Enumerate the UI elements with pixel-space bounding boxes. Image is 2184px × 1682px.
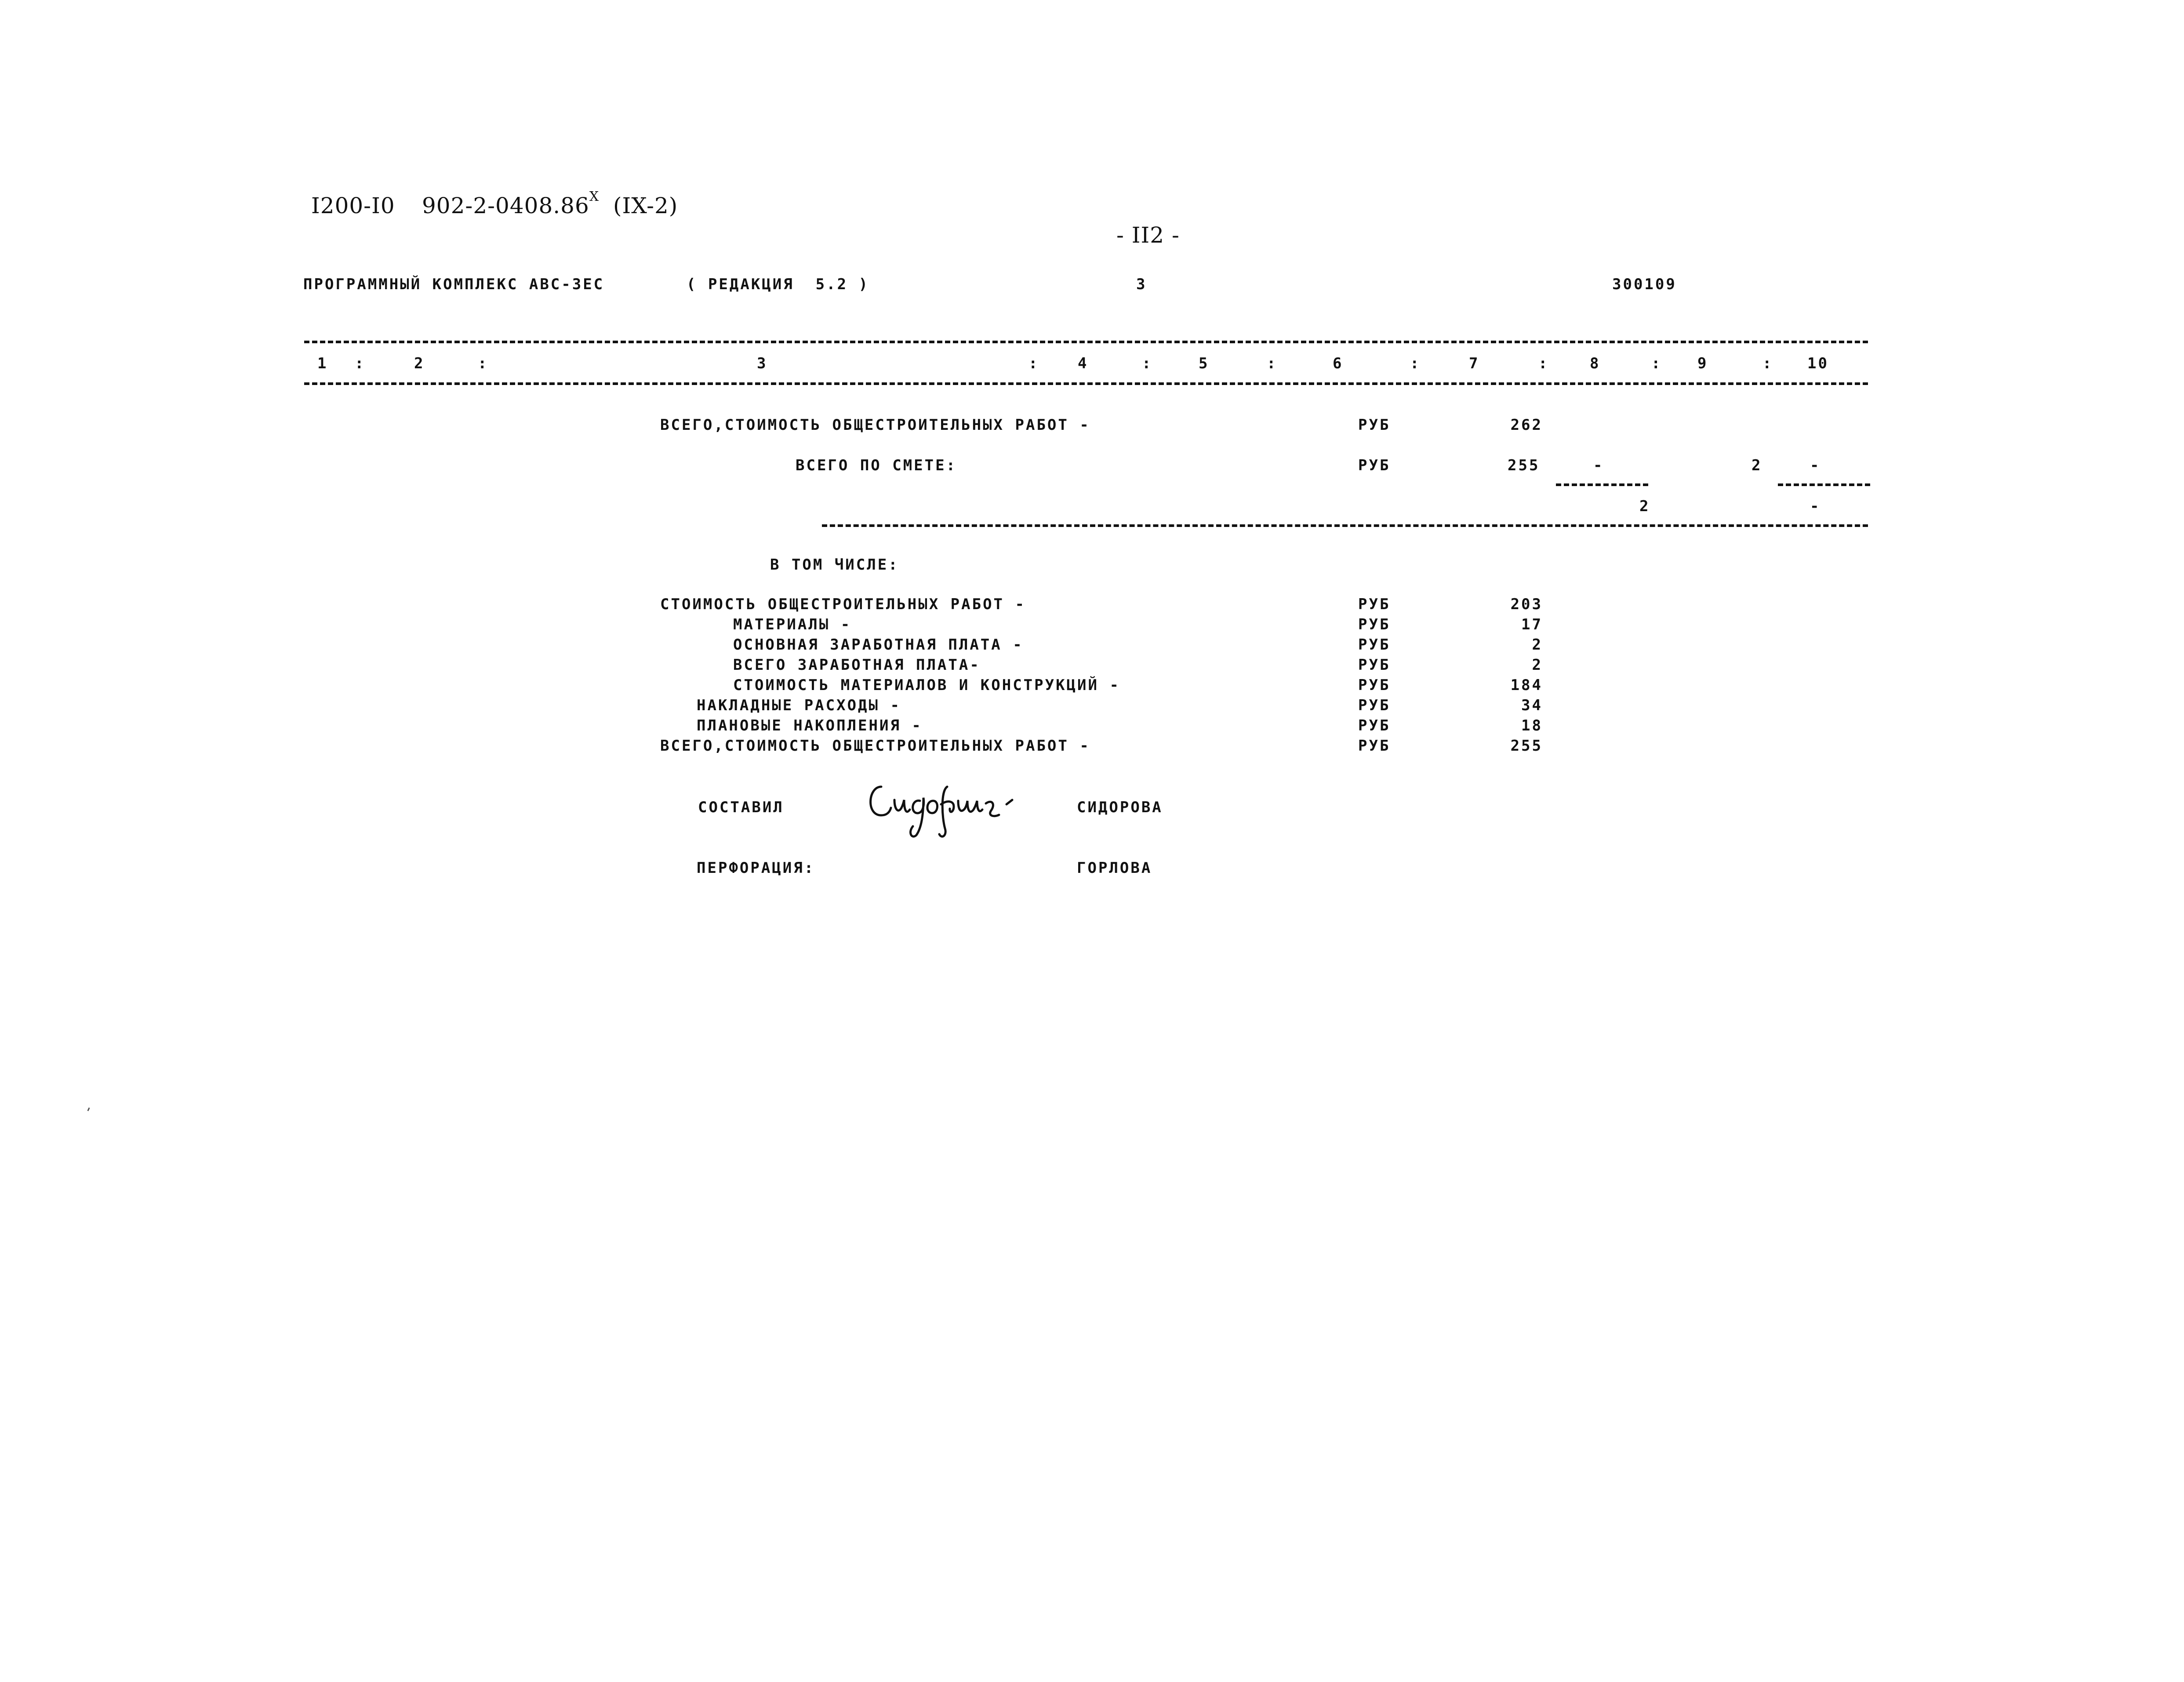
total-row-1-value: 262 [1510, 416, 1543, 434]
stamp-code-2-sup: X [589, 189, 600, 204]
including-row-1-unit: РУБ [1358, 596, 1391, 613]
total-row-2-col8: - [1593, 457, 1604, 474]
including-row-5-value: 184 [1510, 676, 1543, 694]
col-sep: : [1410, 355, 1421, 372]
including-row-5-unit: РУБ [1358, 676, 1391, 694]
totals-bottom-rule [822, 524, 1868, 527]
including-row-6-unit: РУБ [1358, 697, 1391, 714]
col-sep: : [1142, 355, 1153, 372]
col-sep: : [1651, 355, 1662, 372]
including-row-5-label: СТОИМОСТЬ МАТЕРИАЛОВ И КОНСТРУКЦИЙ - [733, 676, 1120, 694]
stamp-code-2 [422, 189, 600, 218]
col-9: 9 [1697, 355, 1708, 372]
col-sep: : [1538, 355, 1549, 372]
including-row-1-label: СТОИМОСТЬ ОБЩЕСТРОИТЕЛЬНЫХ РАБОТ - [660, 596, 1026, 613]
col-sep: : [478, 355, 489, 372]
including-title: В ТОМ ЧИСЛЕ: [770, 556, 899, 574]
including-row-8-label: ВСЕГО,СТОИМОСТЬ ОБЩЕСТРОИТЕЛЬНЫХ РАБОТ - [660, 737, 1090, 755]
header-top-rule [304, 341, 1868, 343]
handwritten-signature [864, 774, 1022, 844]
col-7: 7 [1469, 355, 1480, 372]
stamp-code-3: (IX-2) [613, 193, 678, 218]
including-row-2-value: 17 [1521, 616, 1543, 633]
including-row-2-unit: РУБ [1358, 616, 1391, 633]
perforation-label: ПЕРФОРАЦИЯ: [697, 859, 815, 877]
subtotal-col8: 2 [1639, 498, 1650, 515]
header-bottom-rule [304, 382, 1868, 385]
col-8: 8 [1590, 355, 1601, 372]
stamp-code-1: I200-I0 [311, 193, 395, 218]
total-row-2-col10a: 2 [1752, 457, 1762, 474]
col-10: 10 [1807, 355, 1829, 372]
including-row-1-value: 203 [1510, 596, 1543, 613]
including-row-2-label: МАТЕРИАЛЫ - [733, 616, 852, 633]
subtotal-col10: - [1810, 498, 1821, 515]
col-1: 1 [317, 355, 328, 372]
subtotal-rule-col8 [1556, 483, 1648, 486]
including-row-4-unit: РУБ [1358, 656, 1391, 674]
compiled-label: СОСТАВИЛ [698, 799, 784, 816]
including-row-3-value: 2 [1532, 636, 1543, 654]
program-title: ПРОГРАММНЫЙ КОМПЛЕКС АВС-ЗЕС [303, 276, 605, 293]
subtotal-rule-col10 [1778, 483, 1870, 486]
column-header-row [304, 356, 1868, 374]
total-row-1-unit: РУБ [1358, 416, 1391, 434]
including-row-7-unit: РУБ [1358, 717, 1391, 734]
page-number: - II2 - [1116, 222, 1180, 248]
col-sep: : [1762, 355, 1773, 372]
including-row-3-unit: РУБ [1358, 636, 1391, 654]
including-row-8-value: 255 [1510, 737, 1543, 755]
including-row-8-unit: РУБ [1358, 737, 1391, 755]
total-row-2-unit: РУБ [1358, 457, 1391, 474]
program-col-mid: 3 [1136, 276, 1147, 293]
col-4: 4 [1078, 355, 1089, 372]
including-row-7-value: 18 [1521, 717, 1543, 734]
including-row-6-value: 34 [1521, 697, 1543, 714]
program-edition: ( РЕДАКЦИЯ 5.2 ) [687, 276, 869, 293]
program-code: 300109 [1612, 276, 1677, 293]
col-2: 2 [414, 355, 425, 372]
col-5: 5 [1199, 355, 1210, 372]
perforation-name: ГОРЛОВА [1077, 859, 1152, 877]
col-sep: : [355, 355, 366, 372]
total-row-2-value: 255 [1508, 457, 1540, 474]
stamp-code-2-main: 902-2-0408.86 [422, 193, 589, 218]
col-6: 6 [1333, 355, 1344, 372]
total-row-2-label: ВСЕГО ПО СМЕТЕ: [796, 457, 957, 474]
including-row-7-label: ПЛАНОВЫЕ НАКОПЛЕНИЯ - [697, 717, 923, 734]
stray-mark [87, 1108, 90, 1112]
including-row-4-value: 2 [1532, 656, 1543, 674]
including-row-6-label: НАКЛАДНЫЕ РАСХОДЫ - [697, 697, 901, 714]
including-row-3-label: ОСНОВНАЯ ЗАРАБОТНАЯ ПЛАТА - [733, 636, 1024, 654]
including-row-4-label: ВСЕГО ЗАРАБОТНАЯ ПЛАТА- [733, 656, 981, 674]
col-sep: : [1267, 355, 1278, 372]
total-row-2-col10b: - [1810, 457, 1821, 474]
compiled-name: СИДОРОВА [1077, 799, 1163, 816]
total-row-1-label: ВСЕГО,СТОИМОСТЬ ОБЩЕСТРОИТЕЛЬНЫХ РАБОТ - [660, 416, 1090, 434]
col-3: 3 [757, 355, 768, 372]
col-sep: : [1028, 355, 1039, 372]
